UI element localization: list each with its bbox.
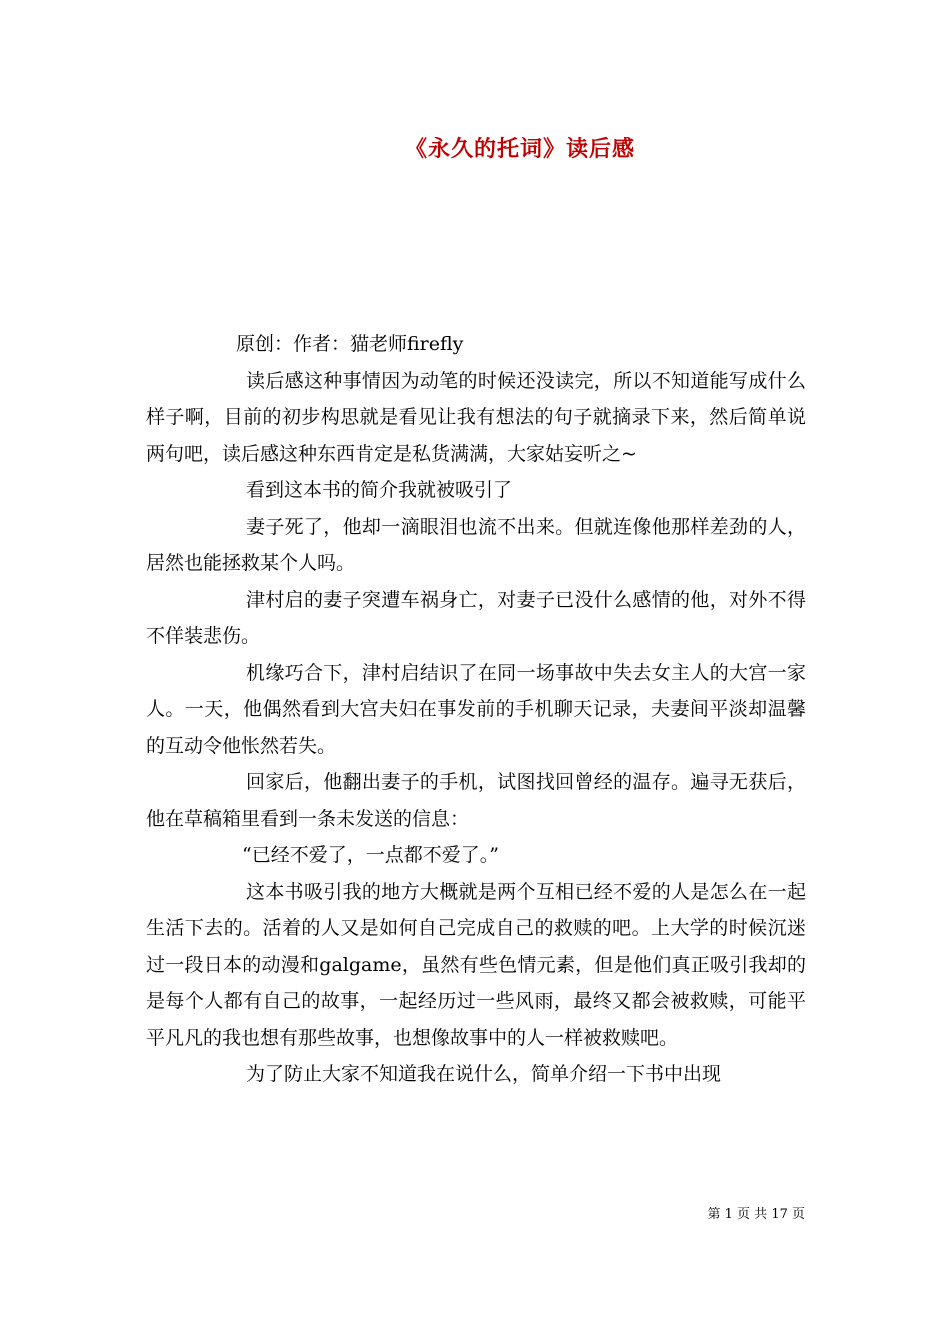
- paragraph-6: 回家后，他翻出妻子的手机，试图找回曾经的温存。遍寻无获后，他在草稿箱里看到一条未发送的信息：: [146, 771, 806, 830]
- document-title: 《永久的托词》读后感: [404, 136, 635, 162]
- paragraph-9: 为了防止大家不知道我在说什么，简单介绍一下书中出现: [246, 1063, 722, 1085]
- author-line: 原创：作者：猫老师firefly: [236, 333, 464, 355]
- paragraph-2: 看到这本书的简介我就被吸引了: [246, 479, 513, 501]
- document-body: [146, 326, 806, 1093]
- paragraph-5: 机缘巧合下，津村启结识了在同一场事故中失去女主人的大宫一家人。一天，他偶然看到大宫夫妇在事发前的手机聊天记录，夫妻间平淡却温馨的互动令他怅然若失。: [146, 661, 806, 757]
- paragraph-8: 这本书吸引我的地方大概就是两个互相已经不爱的人是怎么在一起生活下去的。活着的人又是如何自己完成自己的救赎的吧。上大学的时候沉迷过一段日本的动漫和galgame，虽然有些色情元素，但是他们真正吸引我却的是每个人都有自己的故事，一起经历过一些风雨，最终又都会被救赎，可能平平凡凡的我也想有那些故事，也想像故事中的人一样被救赎吧。: [146, 880, 806, 1049]
- page-footer: 第 1 页 共 17 页: [707, 1207, 805, 1222]
- paragraph-3: 妻子死了，他却一滴眼泪也流不出来。但就连像他那样差劲的人，居然也能拯救某个人吗。: [146, 515, 806, 574]
- quote-paragraph: “已经不爱了，一点都不爱了。”: [242, 844, 499, 866]
- paragraph-4: 津村启的妻子突遭车祸身亡，对妻子已没什么感情的他，对外不得不佯装悲伤。: [146, 588, 806, 647]
- paragraph-1: 读后感这种事情因为动笔的时候还没读完，所以不知道能写成什么样子啊，目前的初步构思就是看见让我有想法的句子就摘录下来，然后简单说两句吧，读后感这种东西肯定是私货满满，大家姑妄听之~: [146, 369, 806, 465]
